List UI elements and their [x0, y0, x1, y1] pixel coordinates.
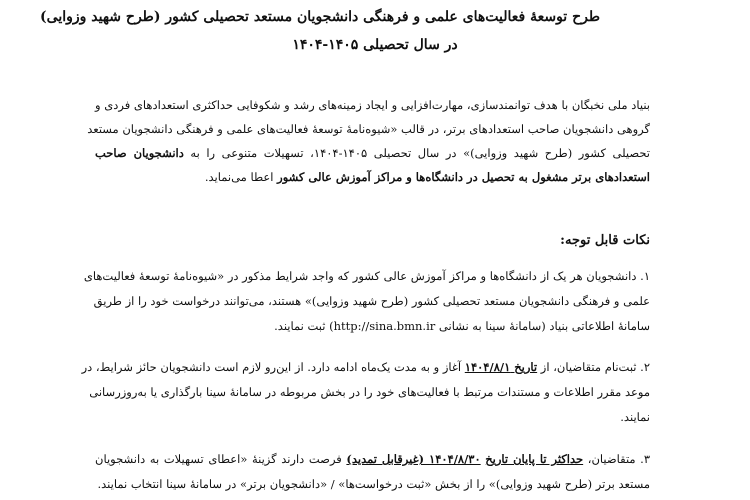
note-3-line-1-text: ۳. متقاضیان،	[583, 452, 651, 466]
intro-line-3-text: تحصیلی کشور (طرح شهید وزوایی)» در سال تحصیلی ۱۴۰۵-۱۴۰۴، تسهیلات متنوعی را به	[183, 146, 650, 160]
note-1-line-3	[95, 318, 650, 334]
intro-line-1: بنیاد ملی نخبگان با هدف توانمندسازی، مهارت‌افزایی و ایجاد زمینه‌های رشد و شکوفایی حداکثری استعدادهای فردی و	[95, 98, 650, 112]
note-3-line-1-end: فرصت دارند گزینهٔ «اعطای تسهیلات به دانشجویان	[95, 452, 347, 466]
intro-line-2: گروهی دانشجویان صاحب استعدادهای برتر، در قالب «شیوه‌نامهٔ توسعهٔ فعالیت‌های علمی و فرهنگی دانشجویان مستعد	[87, 122, 650, 136]
note-1-line-1: ۱. دانشجویان هر یک از دانشگاه‌ها و مراکز آموزش عالی کشور که واجد شرایط مذکور در «شیوه‌نامهٔ توسعهٔ فعالیت‌های	[83, 269, 650, 283]
intro-line-4-text: اعطا می‌نماید.	[204, 170, 278, 184]
intro-emphasis-continued: استعدادهای برتر مشغول به تحصیل در دانشگاه‌ها و مراکز آموزش عالی کشور	[277, 170, 650, 184]
document-title: طرح توسعهٔ فعالیت‌های علمی و فرهنگی دانشجویان مستعد تحصیلی کشور (طرح شهید وزوایی)	[40, 9, 600, 25]
intro-emphasis: دانشجویان صاحب	[95, 146, 184, 160]
note-2-line-1-end: آغاز و به مدت یک‌ماه ادامه دارد. از این‌رو لازم است دانشجویان حائز شرایط، در	[81, 360, 465, 374]
note-3-line-1	[95, 451, 650, 467]
sina-url-link[interactable]: (http://sina.bmn.ir	[329, 319, 436, 333]
note-3-line-2: مستعد برتر (طرح شهید وزوایی)» را از بخش «ثبت درخواست‌ها» / «دانشجویان برتر» در سامانهٔ سینا انتخاب نمایند.	[97, 477, 650, 491]
note-2-line-1	[81, 359, 650, 375]
deadline-label: حداکثر تا پایان تاریخ	[485, 452, 584, 466]
document-subtitle: در سال تحصیلی ۱۴۰۵-۱۴۰۴	[292, 37, 458, 53]
note-1-line-3-end: ثبت نمایند.	[274, 319, 330, 333]
notes-heading: نکات قابل توجه:	[560, 233, 650, 248]
note-2-line-2: موعد مقرر اطلاعات و مستندات مرتبط با فعالیت‌های خود را در بخش مربوطه در سامانهٔ سینا بارگذاری یا به‌روزرسانی	[89, 385, 650, 399]
intro-line-4	[95, 169, 650, 185]
note-2-line-3: نمایند.	[620, 410, 650, 424]
intro-line-3	[95, 145, 650, 161]
note-1-line-3-text: سامانهٔ اطلاعاتی بنیاد (سامانهٔ سینا به نشانی	[435, 319, 650, 333]
registration-start-date: تاریخ ۱۴۰۴/۸/۱	[464, 360, 538, 374]
note-1-line-2: علمی و فرهنگی دانشجویان مستعد تحصیلی کشور (طرح شهید وزوایی)» هستند، می‌توانند درخواست خود را از طریق	[93, 294, 650, 308]
note-2-line-1-text: ۲. ثبت‌نام متقاضیان، از	[537, 360, 650, 374]
deadline-date: ۱۴۰۴/۸/۳۰ (غیرقابل تمدید)	[346, 452, 481, 466]
